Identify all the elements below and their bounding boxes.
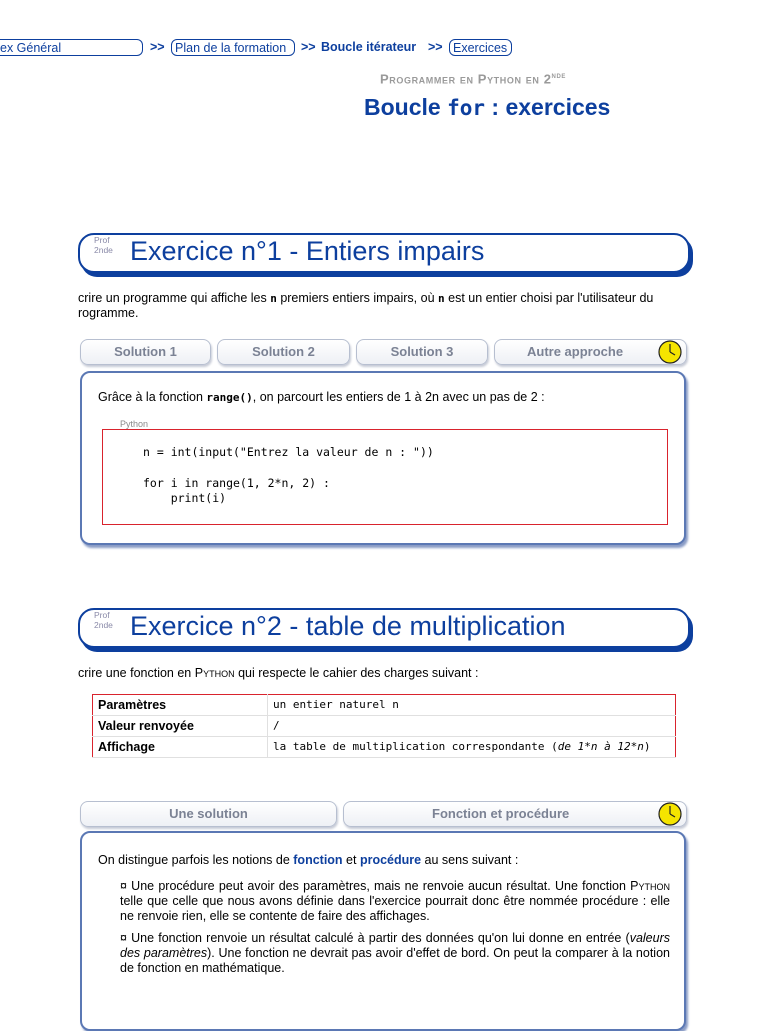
spec-key: Paramètres bbox=[93, 695, 268, 716]
table-row bbox=[93, 737, 676, 758]
breadcrumb-current: Boucle itérateur bbox=[321, 40, 417, 54]
inline-code: n bbox=[270, 292, 277, 305]
text: crire une fonction en bbox=[78, 666, 195, 680]
page-title-prefix: Boucle bbox=[364, 94, 448, 120]
spec-table bbox=[92, 694, 676, 758]
breadcrumb-separator: >> bbox=[428, 40, 443, 54]
text: ¤ Une fonction renvoie un résultat calculé à partir des données qu'on lui donne en entrée ( bbox=[120, 931, 630, 945]
text: rogramme. bbox=[78, 306, 139, 320]
exercise2-title: Exercice n°2 - table de multiplication bbox=[130, 611, 566, 641]
exercise1-solution-panel bbox=[80, 371, 686, 545]
spec-value: un entier naturel n bbox=[268, 695, 676, 716]
page-title-code: for bbox=[447, 96, 486, 120]
spec-value: / bbox=[268, 716, 676, 737]
page-title-suffix: : exercices bbox=[485, 94, 611, 120]
text: ¤ Une procédure peut avoir des paramètres, mais ne renvoie aucun résultat. Une fonction bbox=[120, 879, 631, 893]
text: premiers entiers impairs, où bbox=[276, 291, 439, 305]
explanation-bullet bbox=[120, 931, 670, 976]
exercise2-badge bbox=[94, 610, 113, 630]
code-line: n = int(input("Entrez la valeur de n : ")) bbox=[143, 445, 434, 459]
clock-icon[interactable] bbox=[658, 802, 682, 826]
text: crire un programme qui affiche les bbox=[78, 291, 271, 305]
inline-code: n bbox=[432, 390, 439, 404]
tab-solution-2[interactable]: Solution 2 bbox=[217, 339, 350, 365]
badge-line: 2nde bbox=[94, 245, 113, 255]
page-title bbox=[364, 94, 610, 121]
exercise1-header bbox=[78, 233, 690, 273]
badge-line: Prof bbox=[94, 610, 110, 620]
course-subtitle-text: Programmer en Python en 2 bbox=[380, 71, 552, 87]
explanation-bullet bbox=[120, 879, 670, 924]
tab-une-solution[interactable]: Une solution bbox=[80, 801, 337, 827]
badge-line: 2nde bbox=[94, 620, 113, 630]
breadcrumb bbox=[0, 38, 768, 58]
course-subtitle-sup: nde bbox=[551, 70, 566, 80]
code-line: print(i) bbox=[143, 491, 227, 505]
breadcrumb-link-exercices[interactable] bbox=[449, 39, 512, 56]
spec-value bbox=[268, 737, 676, 758]
clock-icon[interactable] bbox=[658, 340, 682, 364]
exercise1-statement bbox=[78, 291, 698, 321]
python-word: Python bbox=[194, 666, 235, 680]
text: ) bbox=[643, 740, 651, 753]
text: Grâce à la fonction bbox=[98, 390, 207, 404]
exercise2-statement bbox=[78, 666, 698, 681]
text-em: valeurs des paramètres bbox=[120, 931, 670, 960]
python-word: Python bbox=[630, 879, 670, 893]
inline-code: range() bbox=[206, 391, 253, 404]
inline-code: n bbox=[438, 292, 445, 305]
text: qui respecte le cahier des charges suivant : bbox=[234, 666, 479, 680]
table-row bbox=[93, 695, 676, 716]
course-subtitle bbox=[380, 70, 566, 86]
term-procedure: procédure bbox=[359, 853, 422, 867]
code-block bbox=[102, 429, 668, 525]
badge-line: Prof bbox=[94, 235, 110, 245]
explanation-intro bbox=[98, 853, 518, 868]
breadcrumb-link-label: Exercices bbox=[453, 41, 508, 55]
text: telle que celle que nous avons définie dans l'exercice pourrait donc être nommée procédure : elle ne renvoie rien, elle se contente de faire des affichages. bbox=[120, 894, 670, 923]
text: la table de multiplication correspondante ( bbox=[273, 740, 558, 753]
tab-autre-approche[interactable]: Autre approche bbox=[494, 339, 687, 365]
tab-fonction-procedure[interactable]: Fonction et procédure bbox=[343, 801, 687, 827]
table-row bbox=[93, 716, 676, 737]
text: et bbox=[342, 853, 360, 867]
exercise1-badge bbox=[94, 235, 113, 255]
text: , on parcourt les entiers de 1 à 2 bbox=[252, 390, 433, 404]
breadcrumb-link-plan[interactable] bbox=[171, 39, 295, 56]
code-line: for i in range(1, 2*n, 2) : bbox=[143, 476, 330, 490]
breadcrumb-link-index[interactable] bbox=[0, 39, 143, 56]
breadcrumb-separator: >> bbox=[301, 40, 316, 54]
spec-key: Valeur renvoyée bbox=[93, 716, 268, 737]
term-fonction: fonction bbox=[293, 853, 343, 867]
code-language-label: Python bbox=[120, 419, 149, 429]
text-em: de 1*n à 12*n bbox=[557, 740, 644, 753]
tab-solution-3[interactable]: Solution 3 bbox=[356, 339, 488, 365]
exercise1-title: Exercice n°1 - Entiers impairs bbox=[130, 236, 485, 266]
spec-key: Affichage bbox=[93, 737, 268, 758]
text: On distingue parfois les notions de bbox=[98, 853, 294, 867]
text: est un entier choisi par l'utilisateur du bbox=[444, 291, 654, 305]
text: avec un pas de 2 : bbox=[439, 390, 545, 404]
exercise2-header bbox=[78, 608, 690, 648]
breadcrumb-separator: >> bbox=[150, 40, 165, 54]
text: ). Une fonction ne devrait pas avoir d'effet de bord. On peut la comparer à la notion de fonction en mathématique. bbox=[120, 946, 670, 975]
text: au sens suivant : bbox=[421, 853, 519, 867]
breadcrumb-link-label: ex Général bbox=[0, 41, 62, 55]
breadcrumb-link-label: Plan de la formation bbox=[175, 41, 287, 55]
tab-solution-1[interactable]: Solution 1 bbox=[80, 339, 211, 365]
solution-text bbox=[98, 390, 545, 405]
